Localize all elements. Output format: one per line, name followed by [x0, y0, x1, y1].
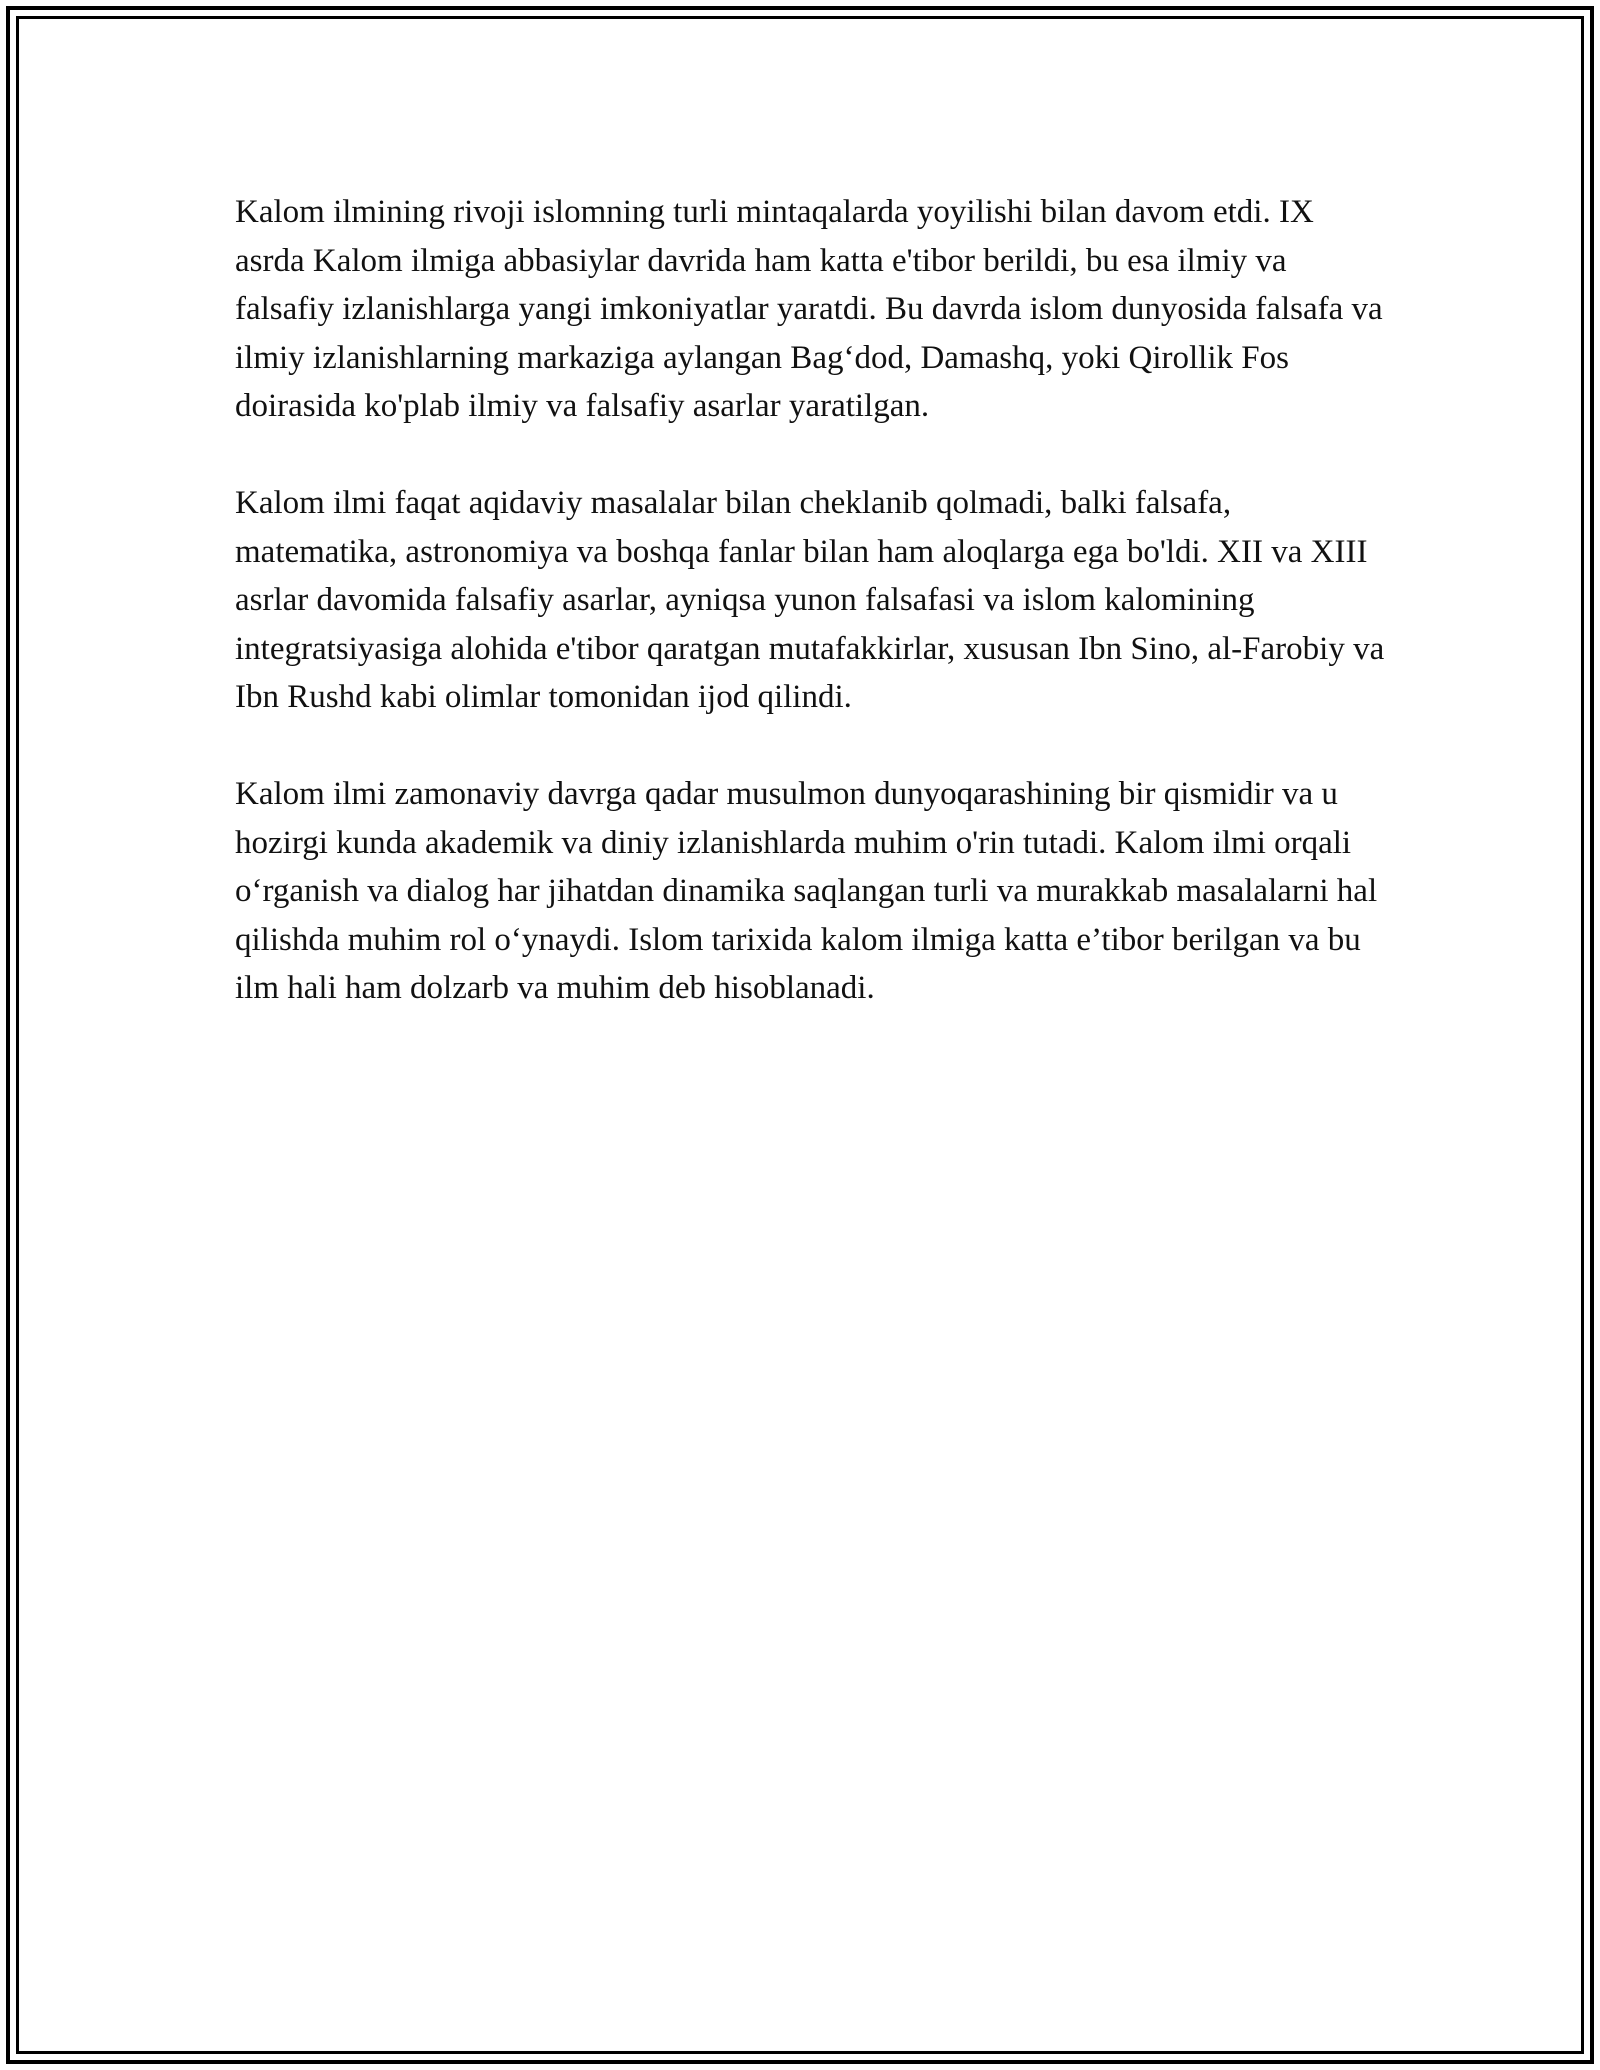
- paragraph-3: Kalom ilmi zamonaviy davrga qadar musulmon dunyoqarashining bir qismidir va u hozirgi kunda akademik va diniy izlanishlarda muhim o'rin tutadi. Kalom ilmi orqali o‘rganish va dialog har jihatdan dinamika saqlangan turli va murakkab masalalarni hal qilishda muhim rol o‘ynaydi. Islom tarixida kalom ilmiga katta e’tibor berilgan va bu ilm hali ham dolzarb va muhim deb hisoblanadi.: [235, 776, 1378, 1006]
- paragraph-1: Kalom ilmining rivoji islomning turli mintaqalarda yoyilishi bilan davom etdi. IX asrda Kalom ilmiga abbasiylar davrida ham katta e'tibor berildi, bu esa ilmiy va falsafiy izlanishlarga yangi imkoniyatlar yaratdi. Bu davrda islom dunyosida falsafa va ilmiy izlanishlarning markaziga aylangan Bag‘dod, Damashq, yoki Qirollik Fos doirasida ko'plab ilmiy va falsafiy asarlar yaratilgan.: [235, 194, 1383, 424]
- document-body: [235, 188, 1385, 1061]
- paragraph-2: Kalom ilmi faqat aqidaviy masalalar bilan cheklanib qolmadi, balki falsafa, matematika, astronomiya va boshqa fanlar bilan ham aloqlarga ega bo'ldi. XII va XIII asrlar davomida falsafiy asarlar, ayniqsa yunon falsafasi va islom kalomining integratsiyasiga alohida e'tibor qaratgan mutafakkirlar, xususan Ibn Sino, al-Farobiy va Ibn Rushd kabi olimlar tomonidan ijod qilindi.: [235, 485, 1385, 715]
